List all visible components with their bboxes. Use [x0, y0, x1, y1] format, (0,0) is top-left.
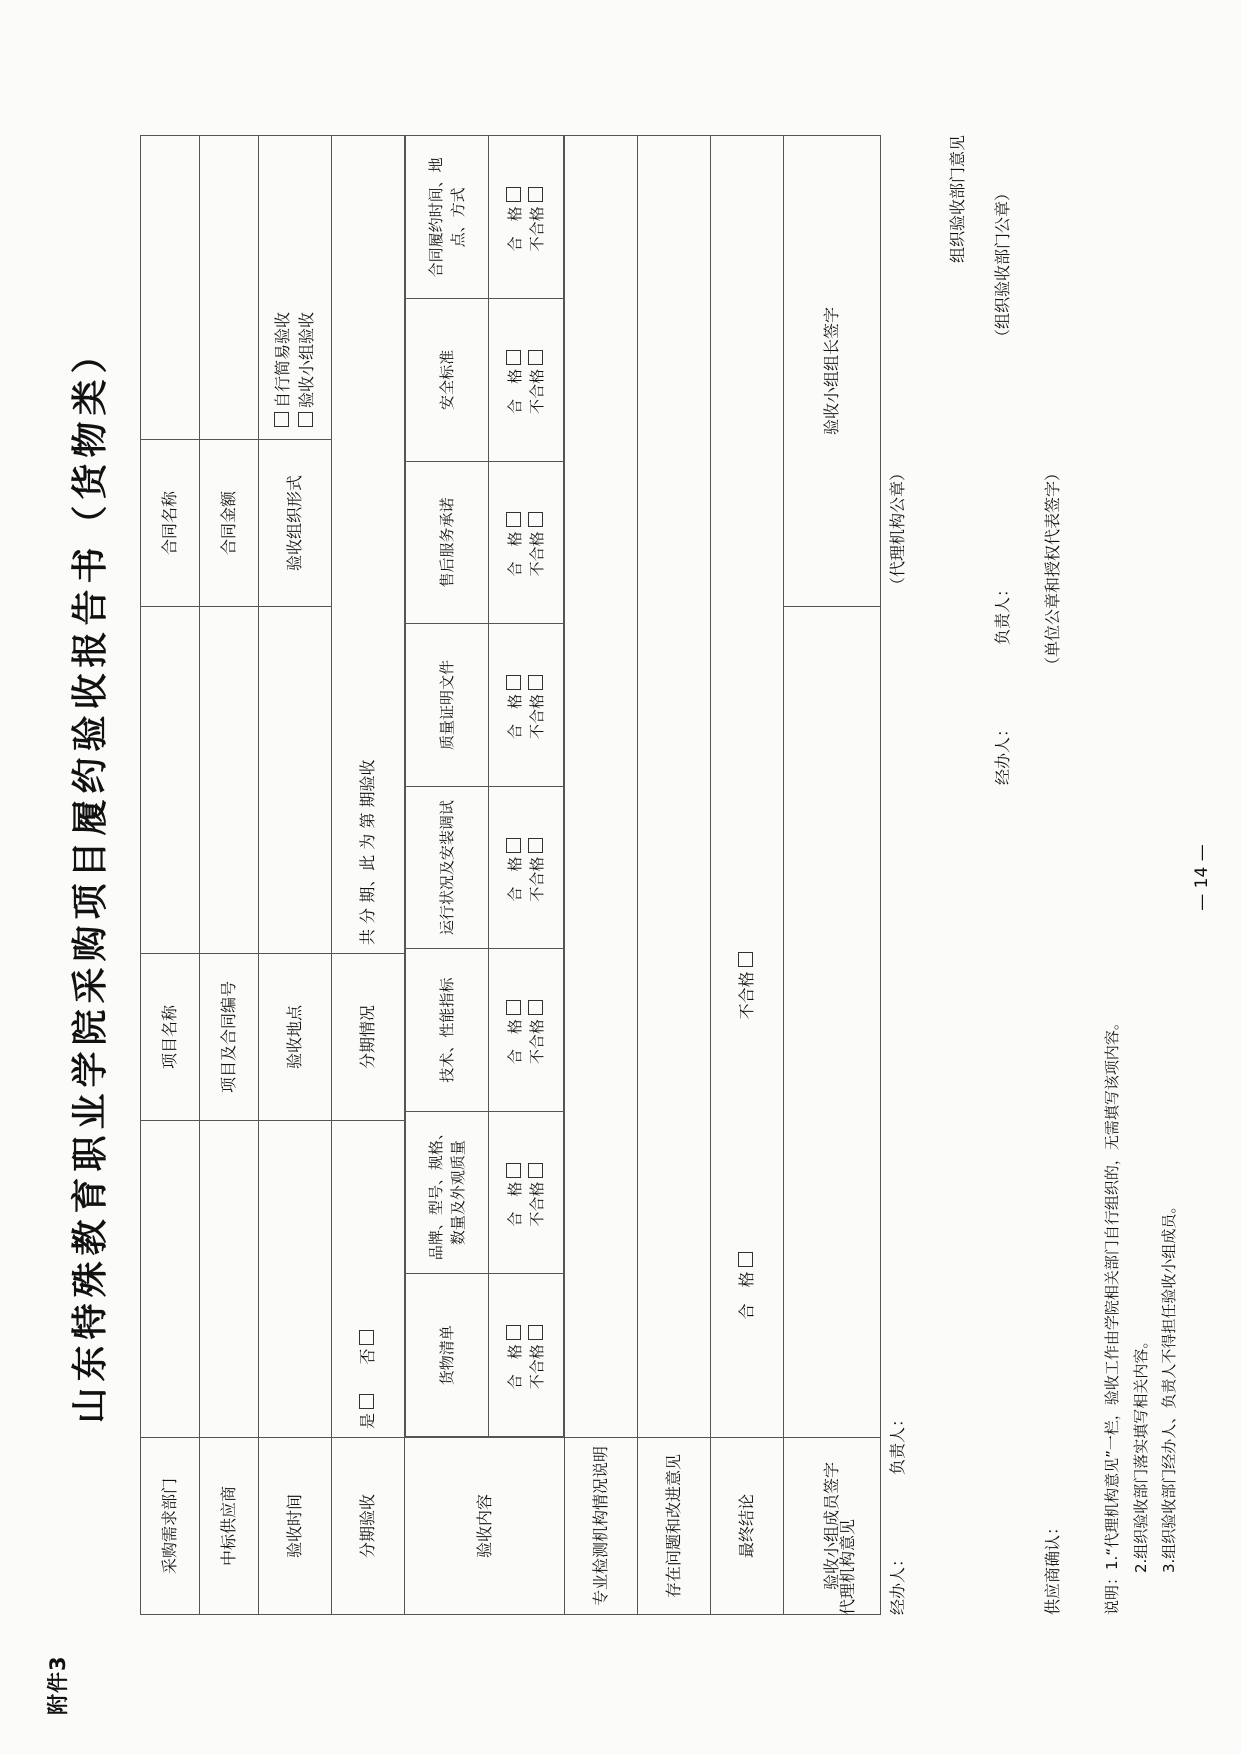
content-result-7: [489, 136, 564, 299]
supplier-confirm-label[interactable]: 供应商确认：: [1043, 1518, 1062, 1615]
pass-option[interactable]: 合 格: [506, 834, 524, 902]
content-result-6: [489, 299, 564, 462]
content-col-7: 合同履约时间、地点、方式: [406, 136, 489, 299]
checkbox-icon[interactable]: [506, 838, 521, 853]
acceptance-content-label: 验收内容: [405, 1437, 565, 1614]
pass-option[interactable]: 合 格: [506, 671, 524, 739]
acceptance-form-options: [259, 136, 332, 440]
checkbox-icon[interactable]: [506, 512, 521, 527]
acceptance-time-value: [259, 1120, 332, 1437]
checkbox-icon[interactable]: [506, 1163, 521, 1178]
content-result-1: [489, 1111, 564, 1274]
checkbox-icon[interactable]: [738, 952, 753, 967]
project-name-label: 项目名称: [141, 953, 200, 1120]
content-col-3: 运行状况及安装调试: [406, 786, 489, 949]
notes-section: [1098, 135, 1184, 1615]
organizer-handler-label[interactable]: 经办人：: [993, 720, 1012, 785]
acceptance-form-option-simple[interactable]: 自行简易验收: [273, 312, 292, 431]
table-row: [141, 136, 200, 1615]
contract-amount-value: [200, 136, 259, 440]
fail-option[interactable]: 不合格: [528, 346, 546, 414]
content-result-4: [489, 624, 564, 787]
notes-prefix: 说明：: [1103, 1569, 1121, 1615]
note-item-3: 3.组织验收部门经办人、负责人不得担任验收小组成员。: [1160, 1198, 1178, 1573]
acceptance-form-label: 验收组织形式: [259, 439, 332, 606]
contract-amount-label: 合同金额: [200, 439, 259, 606]
organizer-signature-line: [990, 135, 1013, 1615]
supplier-seal-label: （单位公章和授权代表签字）: [1043, 465, 1062, 674]
table-row: [565, 136, 638, 1615]
checkbox-icon[interactable]: [528, 1325, 543, 1340]
notes-line-1: [1098, 135, 1127, 1615]
testing-org-label: 专业检测机构情况说明: [565, 1437, 638, 1614]
pass-option[interactable]: 合 格: [506, 996, 524, 1064]
checkbox-icon[interactable]: [528, 512, 543, 527]
content-col-6: 安全标准: [406, 299, 489, 462]
final-fail-option[interactable]: 不合格: [735, 834, 759, 1134]
checkbox-icon[interactable]: [528, 675, 543, 690]
content-col-2: 技术、性能指标: [406, 949, 489, 1112]
checkbox-icon[interactable]: [738, 1252, 753, 1267]
content-col-0: 货物清单: [406, 1274, 489, 1437]
checkbox-icon[interactable]: [528, 350, 543, 365]
table-row: [259, 136, 332, 1615]
purchase-dept-label: 采购需求部门: [141, 1437, 200, 1614]
acceptance-place-value: [259, 606, 332, 953]
table-row: [200, 136, 259, 1615]
pass-option[interactable]: 合 格: [506, 508, 524, 576]
project-name-value: [141, 606, 200, 953]
content-col-5: 售后服务承诺: [406, 461, 489, 624]
testing-org-value: [565, 136, 638, 1438]
content-result-5: [489, 461, 564, 624]
project-contract-no-label: 项目及合同编号: [200, 953, 259, 1120]
checkbox-icon[interactable]: [506, 1000, 521, 1015]
checkbox-icon[interactable]: [506, 350, 521, 365]
fail-option[interactable]: 不合格: [528, 1321, 546, 1389]
phased-detail-value: 共 分 期、此 为 第 期验收: [332, 136, 405, 954]
checkbox-icon[interactable]: [506, 1325, 521, 1340]
content-col-1: 品牌、型号、规格、数量及外观质量: [406, 1111, 489, 1274]
note-item-1: 1.“代理机构意见”一栏，验收工作由学院相关部门自行组织的，无需填写该项内容。: [1103, 1015, 1121, 1570]
agency-principal-label[interactable]: 负责人：: [888, 1410, 907, 1475]
agency-opinion-label: 代理机构意见: [838, 1518, 857, 1615]
phased-yes-option[interactable]: 是: [358, 1390, 377, 1429]
checkbox-icon[interactable]: [359, 1330, 374, 1345]
agency-opinion-section: [835, 135, 858, 1615]
pass-option[interactable]: 合 格: [506, 183, 524, 251]
table-row: [405, 136, 565, 1615]
checkbox-icon[interactable]: [359, 1394, 374, 1409]
checkbox-icon[interactable]: [528, 1000, 543, 1015]
supplier-confirm-line: [1040, 135, 1063, 1615]
phased-detail-label: 分期情况: [332, 953, 405, 1120]
organizer-seal-label: （组织验收部门公章）: [993, 185, 1012, 346]
agency-seal-label: （代理机构公章）: [888, 465, 907, 594]
content-options-row: [489, 136, 564, 1436]
issues-value: [638, 136, 711, 1438]
group-leader-sign-label: 验收小组组长签字: [784, 136, 881, 607]
acceptance-report-table: [140, 135, 881, 1615]
pass-option[interactable]: 合 格: [506, 1321, 524, 1389]
contract-name-value: [141, 136, 200, 440]
agency-handler-label[interactable]: 经办人：: [888, 1550, 907, 1615]
fail-option[interactable]: 不合格: [528, 1159, 546, 1227]
winning-supplier-label: 中标供应商: [200, 1437, 259, 1614]
acceptance-content-grid: [405, 136, 565, 1438]
table-row: [638, 136, 711, 1615]
project-contract-no-value: [200, 606, 259, 953]
fail-option[interactable]: 不合格: [528, 508, 546, 576]
fail-option[interactable]: 不合格: [528, 183, 546, 251]
phased-no-option[interactable]: 否: [358, 1326, 377, 1365]
content-result-3: [489, 786, 564, 949]
phased-acceptance-options: [332, 1120, 405, 1437]
fail-option[interactable]: 不合格: [528, 996, 546, 1064]
page-number: — 14 —: [1192, 844, 1212, 911]
table-row: [784, 136, 881, 1615]
acceptance-time-label: 验收时间: [259, 1437, 332, 1614]
winning-supplier-value: [200, 1120, 259, 1437]
issues-label: 存在问题和改进意见: [638, 1437, 711, 1614]
fail-option[interactable]: 不合格: [528, 671, 546, 739]
content-col-4: 质量证明文件: [406, 624, 489, 787]
checkbox-icon[interactable]: [506, 675, 521, 690]
page-title: 山东特殊教育职业学院采购项目履约验收报告书（货物类）: [69, 331, 111, 1424]
group-member-sign-label: 验收小组成员签字: [784, 1437, 881, 1614]
purchase-dept-value: [141, 1120, 200, 1437]
note-item-2: 2.组织验收部门落实填写相关内容。: [1131, 1333, 1150, 1573]
contract-name-label: 合同名称: [141, 439, 200, 606]
content-result-2: [489, 949, 564, 1112]
attachment-number: 附件3: [46, 1655, 70, 1715]
pass-option[interactable]: 合 格: [506, 346, 524, 414]
final-pass-option[interactable]: 合 格: [735, 1139, 759, 1429]
acceptance-place-label: 验收地点: [259, 953, 332, 1120]
organizer-opinion-label: 组织验收部门意见: [948, 135, 967, 264]
checkbox-icon[interactable]: [528, 838, 543, 853]
checkbox-icon[interactable]: [528, 1163, 543, 1178]
checkbox-icon[interactable]: [506, 187, 521, 202]
content-header-row: [406, 136, 489, 1436]
checkbox-icon[interactable]: [528, 187, 543, 202]
phased-acceptance-label: 分期验收: [332, 1437, 405, 1614]
organizer-opinion-section: [945, 0, 968, 1615]
checkbox-icon[interactable]: [274, 412, 289, 427]
organizer-principal-label[interactable]: 负责人：: [993, 580, 1012, 645]
content-result-0: [489, 1274, 564, 1437]
fail-option[interactable]: 不合格: [528, 834, 546, 902]
pass-option[interactable]: 合 格: [506, 1159, 524, 1227]
table-row: [711, 136, 784, 1615]
table-row: [332, 136, 405, 1615]
final-conclusion-options: [711, 136, 784, 1438]
acceptance-form-option-group[interactable]: 验收小组验收: [297, 312, 316, 431]
final-conclusion-label: 最终结论: [711, 1437, 784, 1614]
agency-signature-line: [885, 135, 908, 1615]
checkbox-icon[interactable]: [298, 412, 313, 427]
group-member-sign-value[interactable]: [784, 606, 881, 1437]
